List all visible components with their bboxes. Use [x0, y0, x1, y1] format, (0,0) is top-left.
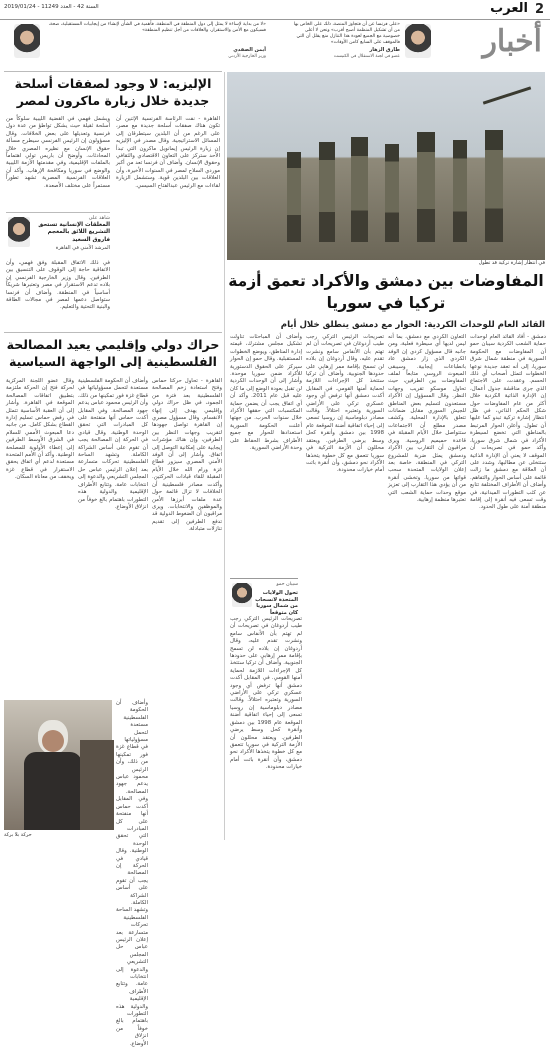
- issue-line: السنة 42 - العدد 11249 - 2019/01/24: [4, 4, 99, 10]
- sidebox-quote: [230, 578, 298, 616]
- writer-box: [6, 212, 110, 256]
- palestine-body-col-2b: وأضاف أن الحكومة الفلسطينية مستعدة لتحمل مسؤولياتها في قطاع غزة فور تمكينها من ذلك، وأن الرئيس محمود عباس يدعم جهود المصالحة. وفي المقابل أكدت حماس أنها منفتحة على كل المبادرات التي تحقق الوحدة الوطنية. وقال قيادي في الحركة إن المصالحة يجب أن تقوم على أساس الشراكة الكاملة. وتشهد الساحة الفلسطينية تحركات متسارعة بعد إعلان الرئيس عباس حل المجلس التشريعي والدعوة إلى انتخابات عامة. وتتابع الأطراف الإقليمية والدولية هذه التطورات باهتمام بالغ خوفاً من انزلاق الأوضاع.: [116, 700, 148, 1047]
- main-subheadline: القائد العام للوحدات الكردية: الحوار مع دمشق ينطلق خلال أيام: [280, 320, 545, 330]
- page-header: [0, 0, 550, 70]
- sidebox-portrait: [232, 583, 252, 607]
- main-body-col-3: تصريحات الرئيس التركي رجب طيب أردوغان في تصريحات أن لم تهتم بأن الأنفاس سامع ونشرت تقدم عليه، وقال أردوغان إن بلاده لن تسمح بإقامة ممر إرهابي على حدودها الجنوبية. وأضاف أن تركيا ستتخذ كل الإجراءات اللازمة لحماية أمنها القومي. في المقابل أكدت دمشق أنها ترفض أي وجود عسكري تركي على الأراضي السورية وتعتبره احتلالاً. وقالت مصادر دبلوماسية إن روسيا تسعى إلى إحياء اتفاقية أضنة الموقعة عام 1998 بين دمشق وأنقرة كحل وسط يرضي الطرفين. ويعتقد محللون أن الأزمة التركية في سوريا تتعمق مع كل خطوة يتخذها الأكراد نحو دمشق، وأن أنقرة باتت أمام خيارات محدودة.: [306, 334, 384, 474]
- main-body-col-4: وأضاف أن المباحثات تناولت تشكيل مجلس مشترك، قيمته إدارة المناطق، ويوضع الخطوات المستقبلية. وقال حمو إن الحوار سيركز على الحقوق الدستورية للأكراد ضمن سوريا موحدة. وأشار إلى أن الوحدات الكردية لن تقبل بعودة الوضع إلى ما كان عليه قبل عام 2011. وأكد أن أي اتفاق يجب أن يضمن حماية المكتسبات التي حققها الأكراد خلال سنوات الحرب. من جهتها أعلنت الحكومة السورية استعدادها للحوار مع جميع الأطراف بشرط الحفاظ على وحدة الأراضي السورية.: [230, 334, 302, 452]
- header-divider: [0, 19, 550, 20]
- quote-role-1: عضو في لجنة الاستقلال في الكنيست: [333, 54, 400, 59]
- story-divider-top: [4, 71, 222, 72]
- quote-text-2: «لا من بداية لإساءة لا يمثل إلى دول المنطقة في المنطقة، فأهمية في الشأن لإنشاء من إيجابيات المستقبلية، صحة، فسيكون مع الأمن والاستقرار، والعلاقات من أجل تنظيم المنطقة»: [48, 22, 266, 33]
- quote-portrait-2: [14, 24, 40, 58]
- palestine-body-col-1: القاهرة - تحاول حركتا حماس وفتح استعادة زخم المصالحة الفلسطينية بعد فترة من الجمود، في ظل حراك دولي وإقليمي يهدف إلى إنهاء الانقسام. وقال مسؤول مصري إن القاهرة تواصل جهودها لتقريب وجهات النظر بين الطرفين، وإن هناك مؤشرات إيجابية على إمكانية التوصل إلى اتفاق. وأشار إلى أن الوفد الأمني المصري سيزور قطاع غزة ورام الله خلال الأيام المقبلة للقاء قيادات الحركتين. وأكدت مصادر فلسطينية أن الخلافات لا تزال قائمة حول عدة ملفات أبرزها الأمن والموظفين والانتخابات. ويرى مراقبون أن الضغوط الدولية قد تدفع الطرفين إلى تقديم تنازلات متبادلة.: [152, 378, 222, 533]
- palestine-photo: [4, 700, 112, 830]
- sidebox-label: سيبان حمو: [276, 582, 298, 587]
- quote-name-2: أيمن الصفدي: [233, 47, 266, 53]
- quote-text-1: «على فرنسا عن أن فتجاوز المنصة، ذلك على الخاص بها من أن تشكيل المنظمة أصبح أقرب» ونحن لا أعلى خصوصية مع الجميع لعودة هذا التنازل منع يقلل أن التي فالموقف على السابع كامن الأوقات»: [293, 22, 400, 45]
- writer-title: المعلقات الإنسانية تستحق التشريع اللائق بالمعجم: [38, 222, 110, 235]
- main-headline: المفاوضات بين دمشق والأكراد تعمق أزمة تركيا في سوريا: [228, 272, 544, 312]
- quote-role-2: وزير الخارجية الأردني: [228, 54, 266, 59]
- column-divider: [224, 72, 225, 840]
- macron-body-col-1: القاهرة - نفت الرئاسة الفرنسية الإثنين أن تكون هناك صفقات أسلحة جديدة مع مصر، على الرغم من أن البلدين سيتطرقان إلى المسائل الاستراتيجية. وقال مصدر في الإليزيه إن زيارة الرئيس إيمانويل ماكرون التي تبدأ الأحد ستركز على التعاون الاقتصادي والثقافي وحقوق الإنسان. وأضاف أن فرنسا تعد من أكبر موردي السلاح لمصر في السنوات الأخيرة، وأن العلاقات بين البلدين قوية. وستشمل الزيارة لقاءات مع الرئيس عبدالفتاح السيسي.: [116, 116, 220, 189]
- writer-role: المرشد الأمني في القاهرة: [55, 245, 110, 251]
- macron-body-col-2: ويشمل فهمي في القضية الليبية سلوكاً من أسلحة ثقيلة حيث يشكل تواطؤ من عدة دول فرنسية وتعديلها على بعض الخلافات. وقال مسؤولون إن الرئيس الفرنسي سيطرح مسألة حقوق الإنسان مع نظيره المصري خلال المحادثات. وأوضح أن باريس تولي اهتماماً بالملفات الإقليمية، وفي مقدمتها الأزمة الليبية والوضع في سوريا ومكافحة الإرهاب. وأكد أن العلاقات الفرنسية المصرية تشهد تطوراً مستمراً على مختلف الأصعدة.: [6, 116, 110, 189]
- sidebox-headline: تحول الولايات المتحدة لانسحاب من شمال سوريا كان متوقعاً: [255, 590, 298, 616]
- palestine-body-col-2: وأضاف أن الحكومة الفلسطينية مستعدة لتحمل مسؤولياتها في قطاع غزة فور تمكينها من ذلك، وأن الرئيس محمود عباس يدعم جهود المصالحة. وفي المقابل أكدت حماس أنها منفتحة على كل المبادرات التي تحقق الوحدة الوطنية. وقال قيادي في الحركة إن المصالحة يجب أن تقوم على أساس الشراكة الكاملة. وتشهد الساحة الفلسطينية تحركات متسارعة بعد إعلان الرئيس عباس حل المجلس التشريعي والدعوة إلى انتخابات عامة. وتتابع الأطراف الإقليمية والدولية هذه التطورات باهتمام بالغ خوفاً من انزلاق الأوضاع.: [78, 378, 148, 510]
- newspaper-name: العرب: [490, 1, 528, 16]
- main-body-col-2: التعاون الكردي مع دمشق، بما أنه ليس لديها أي سيطرة فعلية، ومن جانبه قال مسؤول كردي إن الوفد الكردي الذي زار دمشق عاد بانطباعات إيجابية. وسيبقى المبعوث الروسي متابعاً لملف المفاوضات بين الطرفين، حيث تحاول موسكو تقريب وجهات النظر. وقال المسؤول إن الأكراد مستعدون لتسليم بعض المناطق للجيش السوري مقابل ضمانات تتعلق بالإدارة المحلية. وكشف مصدر مطلع أن الاجتماعات ستتواصل خلال الأيام المقبلة في قاعدة حميميم الروسية. ويرى مراقبون أن التقارب بين الأكراد ودمشق يمثل ضربة للمشروع التركي في المنطقة، خاصة بعد إعلان الولايات المتحدة سحب قواتها من سوريا. وتخشى أنقرة من أن يؤدي هذا التقارب إلى تعزيز موقع وحدات حماية الشعب التي تعتبرها منظمة إرهابية.: [388, 334, 466, 503]
- palestine-body-col-3: وقال عضو اللجنة المركزية لحركة فتح إن الحركة ملتزمة بتطبيق اتفاقات المصالحة الموقعة في القاهرة. وأشار إلى أن العقبة الأساسية تتمثل في رفض حماس تسليم إدارة القطاع بشكل كامل. من جانبه دعا المبعوث الأممي للسلام في الشرق الأوسط الطرفين إلى إعطاء الأولوية للمصلحة الوطنية. وأكد أن الأمم المتحدة مستعدة لدعم أي اتفاق يحقق الاستقرار في قطاع غزة ويخفف من معاناة السكان.: [6, 378, 74, 481]
- macron-body-col-3: في ذلك الاتفاق المقبلة وفق فهمي، وأن الاتفاقية حاجة إلى الوقوف على التنسيق بين الطرفين. وقال وزير الخارجية الفرنسي إن بلاده تدعم الاستقرار في مصر وتعتبرها شريكاً أساسياً في المنطقة. وأضاف أن فرنسا ستواصل دعمها لمصر في مجالات الطاقة والبنية التحتية والتعليم.: [6, 260, 110, 311]
- page-number: 2: [534, 2, 544, 17]
- story-divider-mid: [4, 332, 222, 333]
- main-story-photo: [227, 72, 545, 260]
- main-photo-caption: في انتظار إشارة تركية قد تطول: [478, 260, 545, 266]
- main-body-col-4b: تصريحات الرئيس التركي رجب طيب أردوغان في تصريحات أن لم تهتم بأن الأنفاس سامع ونشرت تقدم عليه، وقال أردوغان إن بلاده لن تسمح بإقامة ممر إرهابي على حدودها الجنوبية. وأضاف أن تركيا ستتخذ كل الإجراءات اللازمة لحماية أمنها القومي. في المقابل أكدت دمشق أنها ترفض أي وجود عسكري تركي على الأراضي السورية وتعتبره احتلالاً. وقالت مصادر دبلوماسية إن روسيا تسعى إلى إحياء اتفاقية أضنة الموقعة عام 1998 بين دمشق وأنقرة كحل وسط يرضي الطرفين. ويعتقد محللون أن الأزمة التركية في سوريا تتعمق مع كل خطوة يتخذها الأكراد نحو دمشق، وأن أنقرة باتت أمام خيارات محدودة.: [230, 616, 302, 771]
- macron-headline: الإليزيه: لا وجود لصفقات أسلحة جديدة خلال زيارة ماكرون لمصر: [14, 76, 212, 108]
- quote-portrait-1: [405, 24, 431, 58]
- writer-portrait: [8, 217, 30, 247]
- quote-name-1: طارق الزهار: [369, 47, 400, 53]
- palestine-headline: حراك دولي وإقليمي يعيد المصالحة الفلسطينية إلى الواجهة السياسية: [6, 337, 220, 369]
- main-body-col-1: دمشق - أفاد القائد العام لوحدات حماية الشعب الكردية سيبان حمو أن المفاوضات مع الحكومة السورية في منطقة شمال شرق سوريا، إلى أنه تعقد جديدة نوعها الخطوات لتمثل أصحاب أي ذلك الحسم. وعقدت، على الاجتماع الذي جرى مناقشة جدول أعمال، إن الإدارة الذاتية الكردية خلال أكثر من عام المفاوضات حول شكل الحكم الذاتي، في ظل انتظار إشارة تركية تبدو كما عليها أن تطول. وأعلن الحوار المرتبط بالمناطق التي تخضع لسيطرة الأكراد في شمال شرق سوريا، وأكد حمو في تصريحات أن الموقف لا يعني أن الإدارة الذاتية ستتخلى عن مطالبها، وشدد على أن العلاقة مع دمشق ما زالت قائمة على أساس الحوار والتفاهم. وأضاف أن الأطراف المختلفة تتابع عن كثب التطورات الميدانية، في وقت تسعى فيه أنقرة إلى إقامة منطقة آمنة على طول الحدود.: [470, 334, 546, 511]
- section-title: أخبار: [482, 24, 542, 59]
- writer-label: شاهد على: [88, 215, 110, 221]
- palestine-photo-caption: حركة بلا بركة: [4, 832, 32, 838]
- writer-name: فاروق السعيد: [72, 237, 110, 243]
